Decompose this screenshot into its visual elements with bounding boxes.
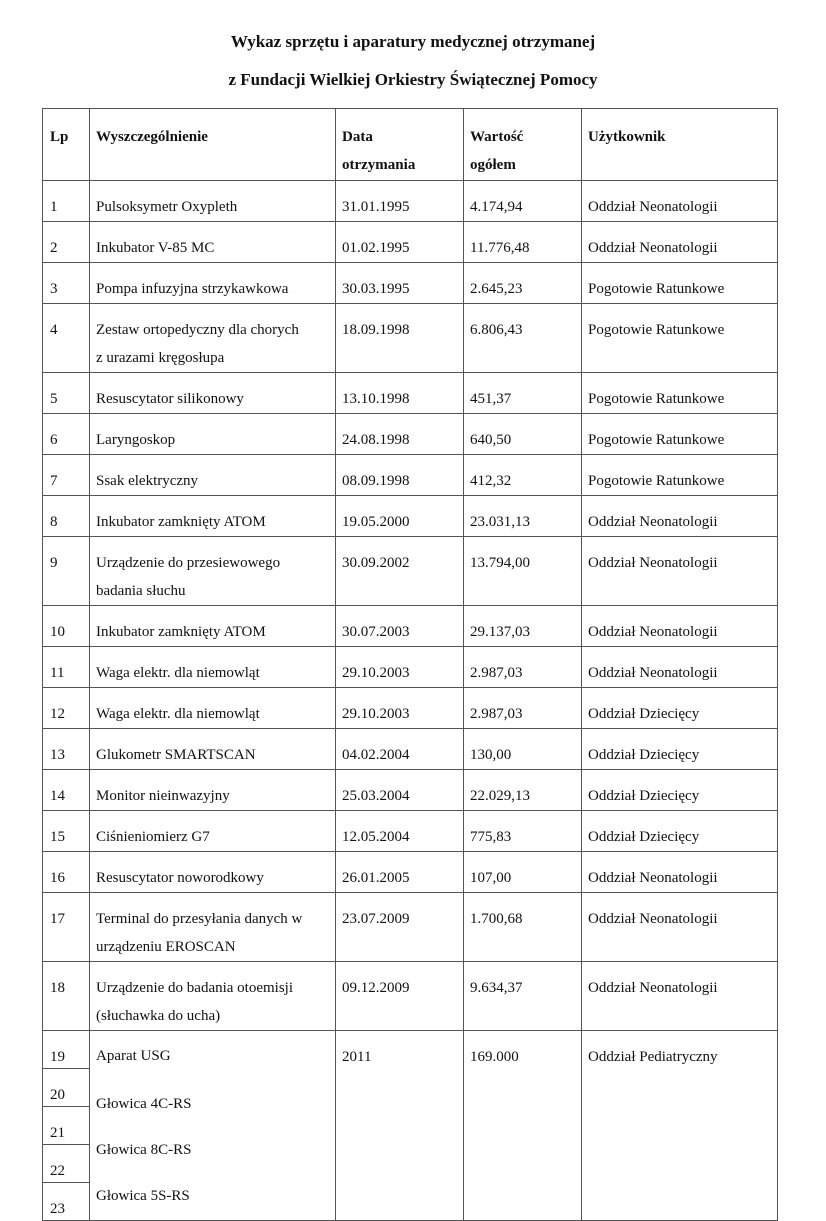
row-date: 23.07.2009 xyxy=(336,893,464,962)
row-user: Pogotowie Ratunkowe xyxy=(582,304,778,373)
table-row xyxy=(43,606,778,647)
row-item: Laryngoskop xyxy=(90,414,336,455)
table-row xyxy=(43,455,778,496)
row-lp: 18 xyxy=(43,962,90,1031)
row-item: Terminal do przesyłania danych w urządzeniu EROSCAN xyxy=(90,893,336,962)
row-user: Oddział Neonatologii xyxy=(582,647,778,688)
row-user: Oddział Neonatologii xyxy=(582,962,778,1031)
row-user: Oddział Neonatologii xyxy=(582,496,778,537)
row-user: Pogotowie Ratunkowe xyxy=(582,455,778,496)
row-item: Inkubator zamknięty ATOM xyxy=(90,606,336,647)
row-lp: 9 xyxy=(43,537,90,606)
row-value: 107,00 xyxy=(464,852,582,893)
table-row-group xyxy=(43,1031,778,1221)
row-user: Oddział Dziecięcy xyxy=(582,729,778,770)
group-lp: 22 xyxy=(43,1144,89,1182)
row-user: Pogotowie Ratunkowe xyxy=(582,263,778,304)
row-date: 12.05.2004 xyxy=(336,811,464,852)
row-lp: 8 xyxy=(43,496,90,537)
row-lp: 4 xyxy=(43,304,90,373)
row-lp: 6 xyxy=(43,414,90,455)
row-value: 2.987,03 xyxy=(464,647,582,688)
row-value: 13.794,00 xyxy=(464,537,582,606)
table-row xyxy=(43,537,778,606)
row-date: 29.10.2003 xyxy=(336,647,464,688)
row-item: Monitor nieinwazyjny xyxy=(90,770,336,811)
row-date: 24.08.1998 xyxy=(336,414,464,455)
table-row xyxy=(43,181,778,222)
row-date: 29.10.2003 xyxy=(336,688,464,729)
row-value: 412,32 xyxy=(464,455,582,496)
row-value: 2.645,23 xyxy=(464,263,582,304)
table-row xyxy=(43,304,778,373)
table-row xyxy=(43,770,778,811)
row-item: Zestaw ortopedyczny dla chorych z urazami kręgosłupa xyxy=(90,304,336,373)
row-date: 26.01.2005 xyxy=(336,852,464,893)
group-lp: 23 xyxy=(43,1182,89,1220)
row-user: Oddział Neonatologii xyxy=(582,852,778,893)
row-user: Oddział Neonatologii xyxy=(582,606,778,647)
row-user: Oddział Neonatologii xyxy=(582,537,778,606)
row-lp: 10 xyxy=(43,606,90,647)
row-item: Glukometr SMARTSCAN xyxy=(90,729,336,770)
group-lp: 21 xyxy=(43,1106,89,1144)
row-value: 22.029,13 xyxy=(464,770,582,811)
table-row xyxy=(43,496,778,537)
row-lp: 17 xyxy=(43,893,90,962)
row-lp: 5 xyxy=(43,373,90,414)
row-value: 9.634,37 xyxy=(464,962,582,1031)
table-header-row xyxy=(43,109,778,181)
row-item: Waga elektr. dla niemowląt xyxy=(90,688,336,729)
row-value: 4.174,94 xyxy=(464,181,582,222)
row-item: Resuscytator noworodkowy xyxy=(90,852,336,893)
row-user: Oddział Neonatologii xyxy=(582,181,778,222)
row-lp: 12 xyxy=(43,688,90,729)
table-row xyxy=(43,893,778,962)
row-date: 31.01.1995 xyxy=(336,181,464,222)
row-value: 1.700,68 xyxy=(464,893,582,962)
row-item: Ciśnieniomierz G7 xyxy=(90,811,336,852)
row-user: Oddział Dziecięcy xyxy=(582,688,778,729)
row-item: Ssak elektryczny xyxy=(90,455,336,496)
header-value: Wartość ogółem xyxy=(464,109,582,181)
group-item: Aparat USG xyxy=(96,1048,171,1064)
table-row xyxy=(43,263,778,304)
table-row xyxy=(43,962,778,1031)
table-row xyxy=(43,373,778,414)
row-date: 30.07.2003 xyxy=(336,606,464,647)
equipment-table xyxy=(42,108,778,1221)
row-item: Urządzenie do przesiewowego badania słuchu xyxy=(90,537,336,606)
row-item: Pompa infuzyjna strzykawkowa xyxy=(90,263,336,304)
group-user: Oddział Pediatryczny xyxy=(582,1031,778,1221)
row-date: 30.09.2002 xyxy=(336,537,464,606)
table-row xyxy=(43,647,778,688)
row-lp: 14 xyxy=(43,770,90,811)
table-row xyxy=(43,414,778,455)
row-value: 775,83 xyxy=(464,811,582,852)
row-user: Pogotowie Ratunkowe xyxy=(582,373,778,414)
row-item: Waga elektr. dla niemowląt xyxy=(90,647,336,688)
row-lp: 2 xyxy=(43,222,90,263)
row-date: 19.05.2000 xyxy=(336,496,464,537)
group-item: Głowica 8C-RS xyxy=(96,1142,192,1158)
group-item: Głowica 4C-RS xyxy=(96,1096,192,1112)
row-user: Oddział Neonatologii xyxy=(582,222,778,263)
group-lp: 20 xyxy=(43,1068,89,1106)
document-title-line1: Wykaz sprzętu i aparatury medycznej otrzymanej xyxy=(230,32,596,51)
row-date: 08.09.1998 xyxy=(336,455,464,496)
row-value: 130,00 xyxy=(464,729,582,770)
group-date: 2011 xyxy=(336,1031,464,1221)
group-items-cell xyxy=(90,1031,336,1221)
group-value: 169.000 xyxy=(464,1031,582,1221)
table-row xyxy=(43,811,778,852)
header-lp: Lp xyxy=(43,109,90,181)
row-value: 2.987,03 xyxy=(464,688,582,729)
row-item: Inkubator zamknięty ATOM xyxy=(90,496,336,537)
header-user: Użytkownik xyxy=(582,109,778,181)
row-date: 04.02.2004 xyxy=(336,729,464,770)
row-date: 09.12.2009 xyxy=(336,962,464,1031)
row-value: 23.031,13 xyxy=(464,496,582,537)
row-date: 01.02.1995 xyxy=(336,222,464,263)
row-lp: 11 xyxy=(43,647,90,688)
row-date: 13.10.1998 xyxy=(336,373,464,414)
document-title-line2: z Fundacji Wielkiej Orkiestry Świątecznej Pomocy xyxy=(228,70,598,89)
row-lp: 16 xyxy=(43,852,90,893)
row-user: Oddział Neonatologii xyxy=(582,893,778,962)
group-lp-cell xyxy=(43,1031,90,1221)
row-value: 29.137,03 xyxy=(464,606,582,647)
table-row xyxy=(43,222,778,263)
group-lp: 19 xyxy=(50,1049,65,1065)
row-value: 640,50 xyxy=(464,414,582,455)
table-row xyxy=(43,688,778,729)
row-date: 18.09.1998 xyxy=(336,304,464,373)
header-item: Wyszczególnienie xyxy=(90,109,336,181)
row-value: 11.776,48 xyxy=(464,222,582,263)
row-lp: 13 xyxy=(43,729,90,770)
row-item: Inkubator V-85 MC xyxy=(90,222,336,263)
row-lp: 1 xyxy=(43,181,90,222)
row-value: 451,37 xyxy=(464,373,582,414)
header-date: Data otrzymania xyxy=(336,109,464,181)
group-item: Głowica 5S-RS xyxy=(96,1188,190,1204)
table-row xyxy=(43,852,778,893)
row-item: Pulsoksymetr Oxypleth xyxy=(90,181,336,222)
row-user: Oddział Dziecięcy xyxy=(582,811,778,852)
row-lp: 7 xyxy=(43,455,90,496)
row-lp: 15 xyxy=(43,811,90,852)
row-user: Pogotowie Ratunkowe xyxy=(582,414,778,455)
table-row xyxy=(43,729,778,770)
row-date: 25.03.2004 xyxy=(336,770,464,811)
row-item: Resuscytator silikonowy xyxy=(90,373,336,414)
row-item: Urządzenie do badania otoemisji (słuchawka do ucha) xyxy=(90,962,336,1031)
row-user: Oddział Dziecięcy xyxy=(582,770,778,811)
row-lp: 3 xyxy=(43,263,90,304)
row-value: 6.806,43 xyxy=(464,304,582,373)
row-date: 30.03.1995 xyxy=(336,263,464,304)
